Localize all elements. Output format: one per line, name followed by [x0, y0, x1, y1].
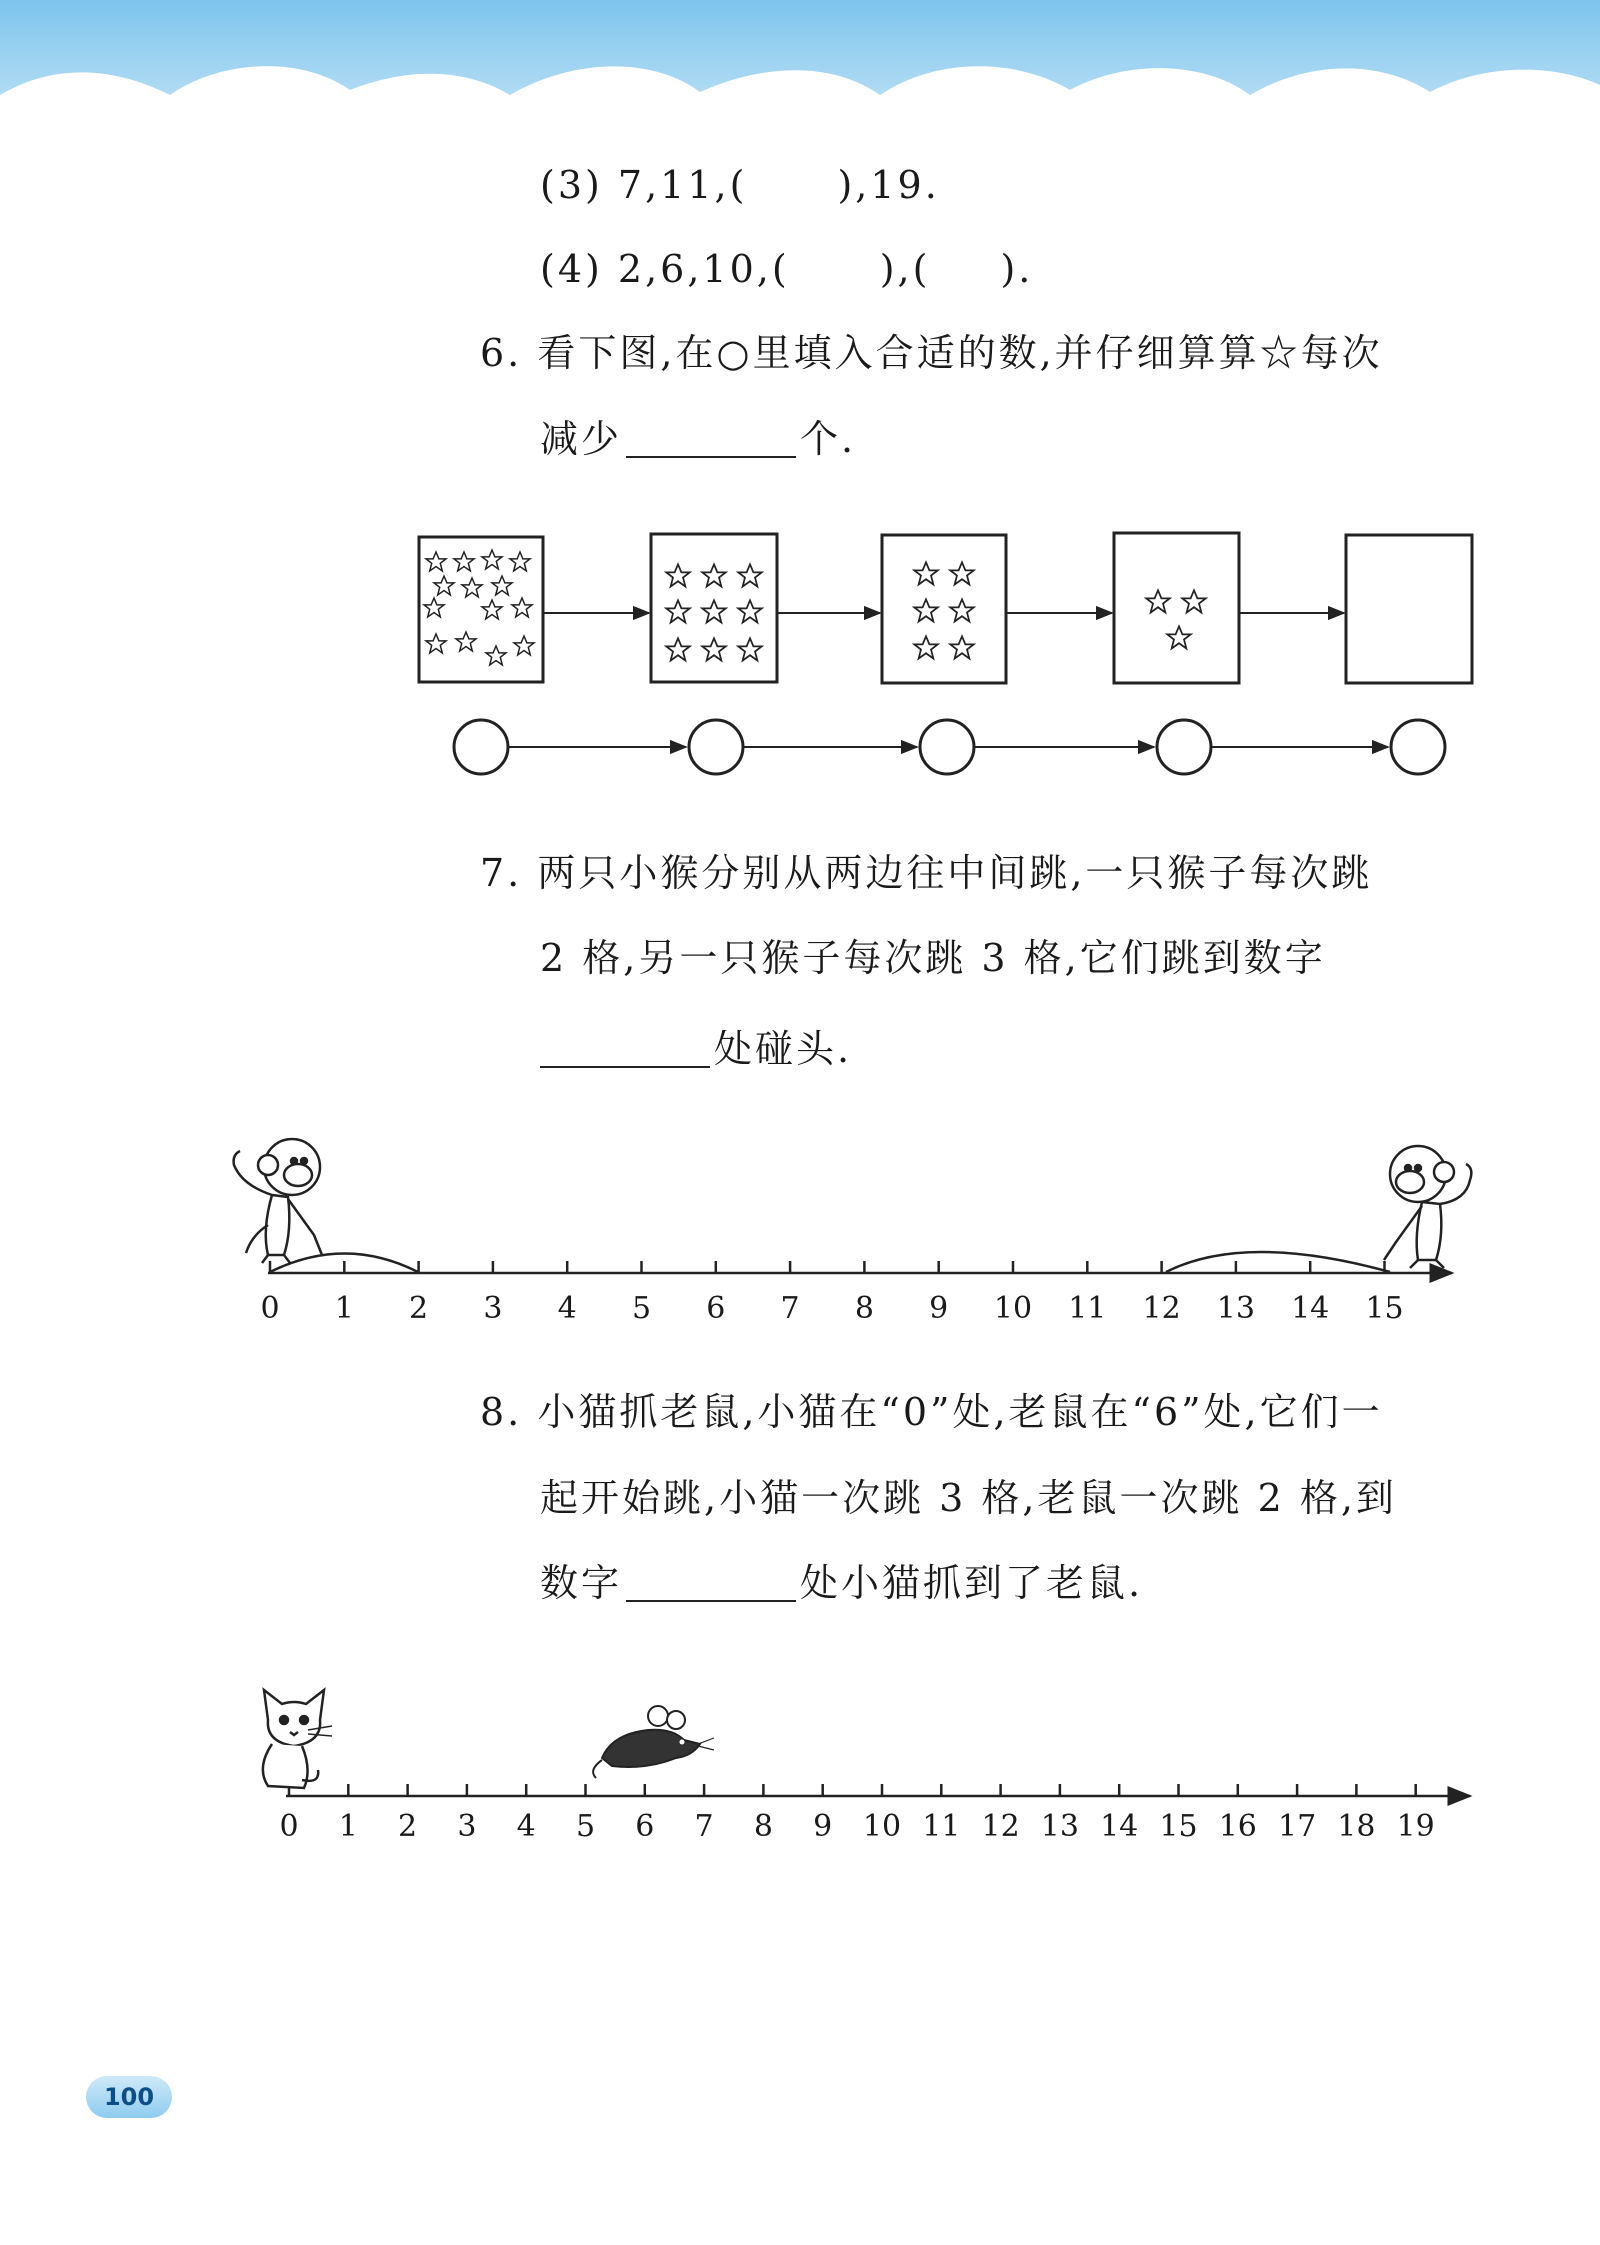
- tick-label: 13: [1216, 1291, 1255, 1326]
- q6-line-1: 6. 看下图,在○里填入合适的数,并仔细算算☆每次: [480, 331, 1383, 375]
- tick-label: 11: [922, 1809, 961, 1844]
- tick-label: 2: [409, 1291, 429, 1326]
- tick-label: 0: [279, 1809, 299, 1844]
- tick-label: 18: [1337, 1809, 1376, 1844]
- tick-label: 3: [457, 1809, 477, 1844]
- tick-label: 10: [862, 1809, 902, 1844]
- q6-text: 个.: [800, 417, 857, 461]
- tick-label: 10: [993, 1291, 1033, 1326]
- tick-label: 15: [1365, 1291, 1404, 1326]
- item-label: (4): [540, 247, 603, 291]
- tick-label: 8: [854, 1291, 874, 1326]
- item-label: (3): [540, 163, 603, 207]
- tick-label: 12: [1142, 1291, 1181, 1326]
- tick-label: 6: [635, 1809, 655, 1844]
- tick-label: 15: [1159, 1809, 1198, 1844]
- tick-label: 13: [1040, 1809, 1079, 1844]
- item-tail: ),19.: [837, 163, 940, 207]
- q7-line-1: 7. 两只小猴分别从两边往中间跳,一只猴子每次跳: [480, 851, 1373, 895]
- cat-icon: [263, 1690, 332, 1788]
- q6-text: 减少: [540, 417, 623, 461]
- tick-label: 5: [575, 1809, 596, 1844]
- q7-line-2: 2 格,另一只猴子每次跳 3 格,它们跳到数字: [540, 936, 1326, 980]
- item-text: 2,6,10,(: [617, 247, 790, 291]
- tick-label: 7: [780, 1291, 800, 1326]
- item-text: 7,11,(: [617, 163, 748, 207]
- tick-label: 17: [1278, 1809, 1317, 1844]
- item-mid: ),(: [879, 247, 931, 291]
- tick-label: 5: [631, 1291, 652, 1326]
- tick-label: 4: [516, 1809, 536, 1844]
- tick-label: 1: [338, 1809, 358, 1844]
- tick-label: 1: [334, 1291, 354, 1326]
- q7-text: 处碰头.: [714, 1027, 853, 1071]
- tick-label: 19: [1396, 1809, 1435, 1844]
- tick-label: 6: [706, 1291, 726, 1326]
- item-tail: ).: [1000, 247, 1034, 291]
- q8-line-2: 起开始跳,小猫一次跳 3 格,老鼠一次跳 2 格,到: [540, 1476, 1397, 1520]
- tick-label: 16: [1218, 1809, 1257, 1844]
- q8-text: 处小猫抓到了老鼠.: [800, 1561, 1144, 1605]
- tick-label: 12: [981, 1809, 1020, 1844]
- tick-label: 11: [1068, 1291, 1107, 1326]
- q8-line-1: 8. 小猫抓老鼠,小猫在“0”处,老鼠在“6”处,它们一: [480, 1390, 1383, 1434]
- tick-label: 14: [1291, 1291, 1330, 1326]
- page-number: 100: [86, 2076, 172, 2118]
- q8-text: 数字: [540, 1561, 623, 1605]
- tick-label: 0: [260, 1291, 280, 1326]
- mouse-icon: [593, 1706, 714, 1778]
- tick-label: 4: [557, 1291, 577, 1326]
- tick-label: 14: [1100, 1809, 1139, 1844]
- tick-label: 3: [483, 1291, 503, 1326]
- tick-label: 2: [398, 1809, 418, 1844]
- tick-label: 7: [694, 1809, 714, 1844]
- tick-label: 9: [813, 1809, 833, 1844]
- tick-label: 8: [753, 1809, 773, 1844]
- tick-label: 9: [929, 1291, 949, 1326]
